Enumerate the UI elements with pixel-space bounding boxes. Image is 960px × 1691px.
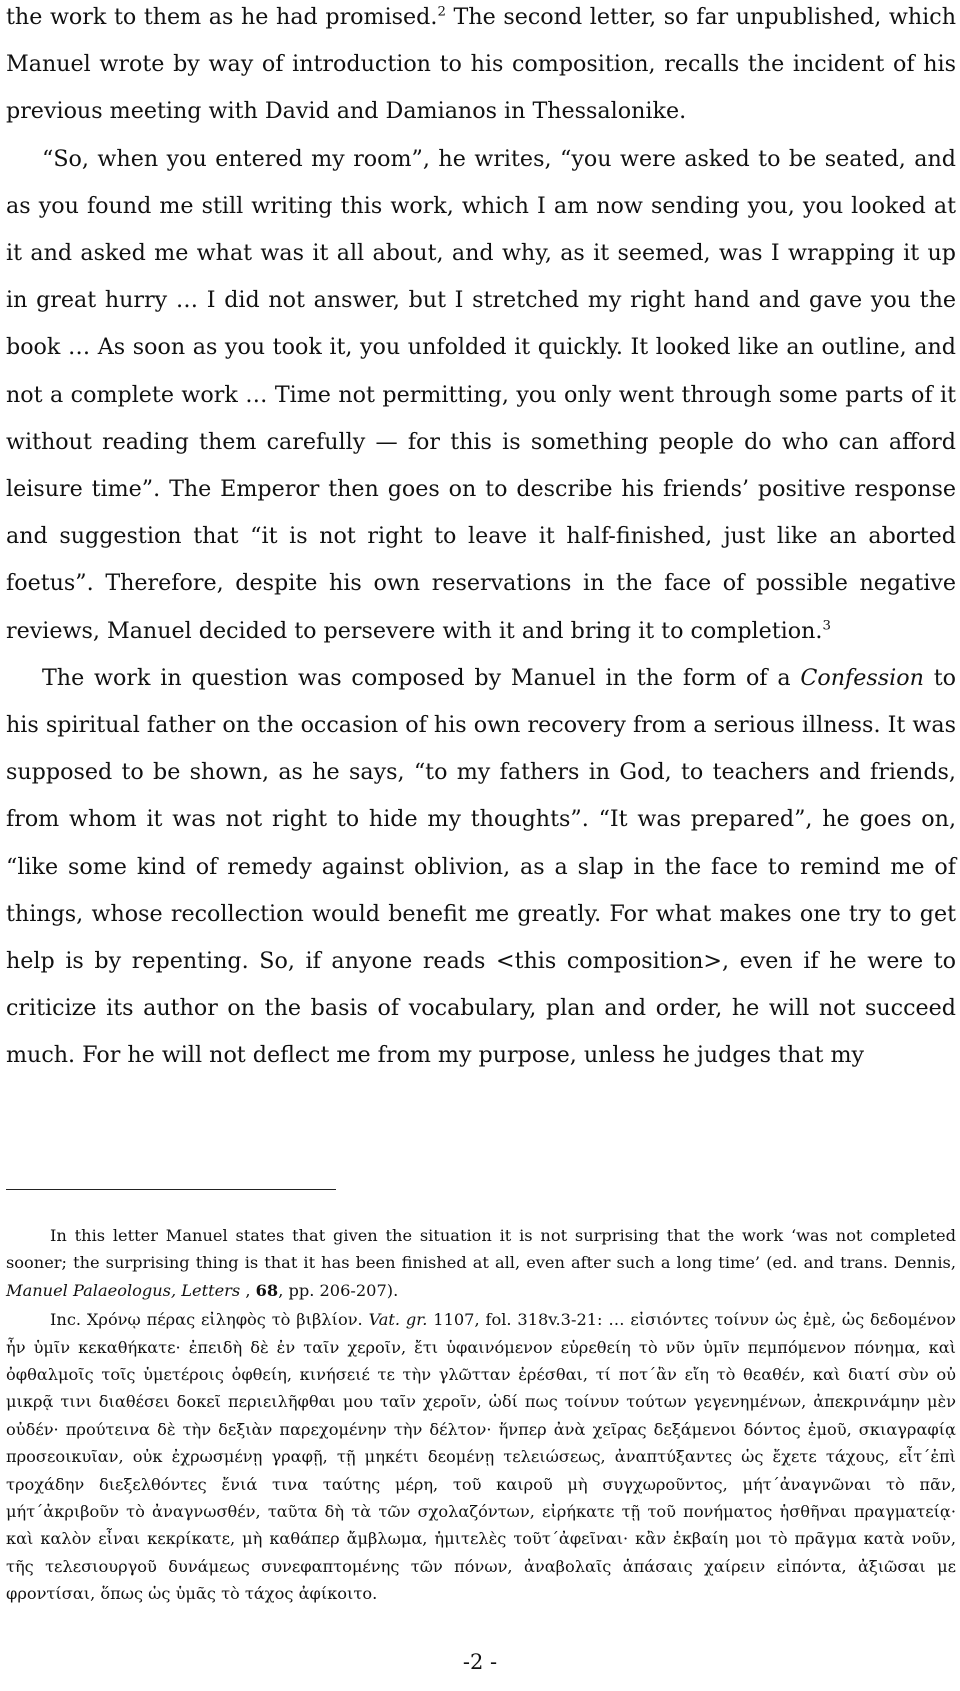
paragraph-3-text-a: The work in question was composed by Manuel in the form of a [42, 664, 801, 691]
paragraph-2 [6, 136, 956, 655]
footnote-2-text-c: , pp. 206-207). [278, 1280, 399, 1300]
footnote-3-italic: Vat. gr. [368, 1310, 428, 1330]
footnote-2-bold: 68 [255, 1280, 279, 1300]
page-number: -2 - [462, 1650, 498, 1674]
paragraph-1 [6, 0, 956, 136]
confession-title: Confession [800, 664, 924, 691]
footnote-2-text-a: In this letter Manuel states that given the situation it is not surprising that the work ‘was not completed sooner; the surprising thing is that it has been finished at all, even after such a long time’ (ed. and trans. Dennis, [6, 1226, 956, 1273]
footnote-2-italic: Manuel Palaeologus, Letters [6, 1280, 241, 1300]
main-text [6, 0, 956, 1080]
footnote-ref-2[interactable]: 2 [437, 4, 446, 20]
footnote-3-text-b: 1107, fol. 318v.3-21: … εἰσιόντες τοίνυν ὡς ἐμὲ, ὡς δεδομένον ἦν ὑμῖν κεκαθήκατε· ἐπειδὴ δὲ ἐν ταῖν χεροῖν, ἔτι ὑφαινόμενον εὑρεθείη τὸ νῦν ὑμῖν πεμπόμενον πόνημα, καὶ ὀφθαλμοῖς τοῖς ὑμετέροις ὀφθείη, κινήσειέ τε τὴν γλῶτταν ἐρέσθαι, τί ποτ΄ἂν εἴη τὸ θεαθέν, καὶ διατί σὺν οὐ μικρᾷ τινι διαθέσει δοκεῖ περιειλῆφθαι μου ταῖν χεροῖν, ὡδί πως τοίνυν τούτων γεγενημένων, ἀπεκρινάμην μὲν οὐδέν· προύτεινα δὲ τὴν δεξιὰν παρεχομένην τὴν δέλτον· ἥνπερ ἀνὰ χεῖρας δεξάμενοι δόντος ἐμοῦ, σκιαγραφίᾳ προσεοικυῖαν, οὐκ ἐχρωσμένῃ γραφῇ, τῇ μηκέτι δεομένῃ τελειώσεως, ἀναπτύξαντες ὡς ἔχετε τάχους, εἶτ΄ἐπὶ τροχάδην διεξελθόντες ἔνιά τινα ταύτης μέρη, τοῦ καιροῦ μὴ συγχωροῦντος, μήτ΄ἀναγνῶναι τὸ πᾶν, μήτ΄ἀκριβοῦν τὸ ἀναγνωσθέν, ταῦτα δὴ τὰ τῶν σχολαζόντων, εἰρήκατε τῇ τοῦ πονήματος ἡσθῆναι πραγματείᾳ· καὶ καλὸν εἶναι κεκρίκατε, μὴ καθάπερ ἄμβλωμα, ἡμιτελὲς τοῦτ΄ἀφεῖναι· κἂν ἐκβαίη μοι τὸ πρᾶγμα κατὰ νοῦν, τῆς τελεσιουργοῦ δυνάμεως συνεφαπτομένης τῶν πόνων, ἀναβολαῖς ἁπάσαις χαίρειν εἰπόντα, ἀξιῶσαι με φροντίσαι, ὅπως ὡς ὑμᾶς τὸ τάχος ἀφίκοιτο. [6, 1310, 956, 1604]
footnote-ref-3[interactable]: 3 [822, 618, 831, 634]
paragraph-1-rest: The second letter, so far unpublished, which Manuel wrote by way of introduction to his composition, recalls the incident of his previous meeting with David and Damianos in Thessalonike. [6, 4, 956, 125]
paragraph-2-text: “So, when you entered my room”, he writes, “you were asked to be seated, and as you found me still writing this work, which I am now sending you, you looked at it and asked me what was it all about, and why, as it seemed, was I wrapping it up in great hurry … I did not answer, but I stretched my right hand and gave you the book … As soon as you took it, you unfolded it quickly. It looked like an outline, and not a complete work … Time not permitting, you only went through some parts of it without reading them carefully — for this is something people do who can afford leisure time”. The Emperor then goes on to describe his friends’ positive response and suggestion that “it is not right to leave it half-finished, just like an aborted foetus”. Therefore, despite his own reservations in the face of possible negative reviews, Manuel decided to persevere with it and bring it to completion. [6, 145, 956, 644]
paragraph-3 [6, 655, 956, 1080]
footnotes [6, 1222, 956, 1608]
footnote-2 [6, 1222, 956, 1304]
footnote-3-text-a: Inc. Χρόνῳ πέρας εἰληφὸς τὸ βιβλίον. [50, 1310, 369, 1330]
footnote-2-text-b: , [240, 1280, 256, 1300]
paragraph-1-text: the work to them as he had promised. [6, 4, 438, 30]
footnote-3 [6, 1306, 956, 1607]
footnote-separator [6, 1189, 336, 1190]
paragraph-3-text-b: to his spiritual father on the occasion of his own recovery from a serious illness. It was supposed to be shown, as he says, “to my fathers in God, to teachers and friends, from whom it was not right to hide my thoughts”. “It was prepared”, he goes on, “like some kind of remedy against oblivion, as a slap in the face to remind me of things, whose recollection would benefit me greatly. For what makes one try to get help is by repenting. So, if anyone reads <this composition>, even if he were to criticize its author on the basis of vocabulary, plan and order, he will not succeed much. For he will not deflect me from my purpose, unless he judges that my [6, 664, 957, 1069]
